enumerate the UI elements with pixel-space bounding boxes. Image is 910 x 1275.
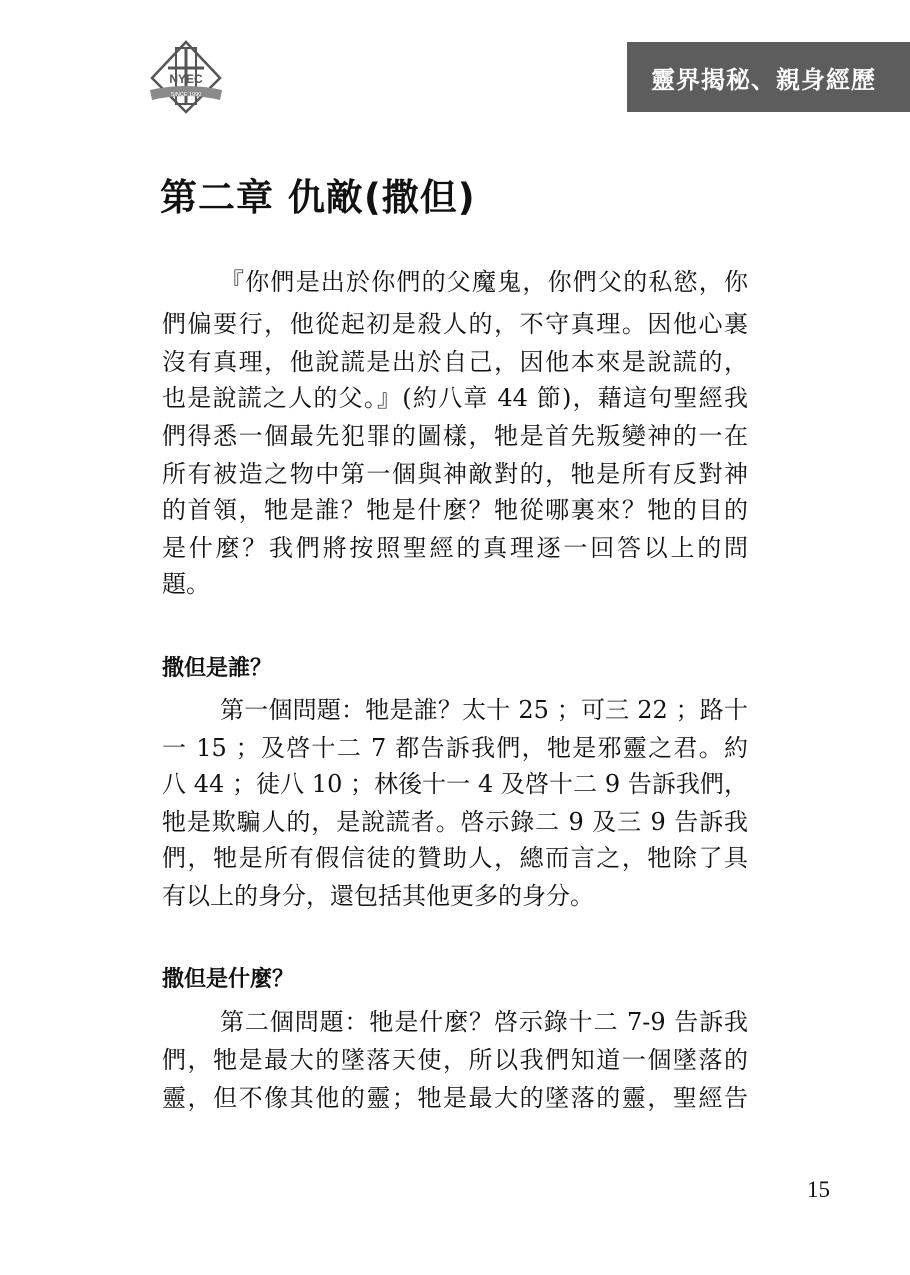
text-line: 沒有真理，他說謊是出於自己，因他本來是說謊的， [162, 348, 748, 376]
text-line: 第二個問題：牠是什麼？啓示錄十二 7-9 告訴我 [220, 1008, 748, 1036]
text-line: 題。 [162, 570, 210, 598]
running-title: 靈界揭秘、親身經歷 [651, 65, 876, 94]
text-line: 們，牠是所有假信徒的贊助人，總而言之，牠除了具 [162, 844, 748, 872]
logo-text: NYEC [169, 72, 203, 86]
text-line: 們偏要行，他從起初是殺人的，不守真理。因他心裏 [162, 310, 748, 338]
text-line: 有以上的身分，還包括其他更多的身分。 [162, 882, 594, 910]
section-heading: 撒但是誰？ [162, 656, 273, 681]
text-line: 是什麼？我們將按照聖經的真理逐一回答以上的問 [162, 534, 748, 562]
text-line: 的首領，牠是誰？牠是什麼？牠從哪裏來？牠的目的 [162, 496, 748, 524]
nyec-logo [146, 38, 226, 116]
text-line: 也是說謊之人的父。』(約八章 44 節)，藉這句聖經我 [162, 384, 748, 412]
text-line: 靈，但不像其他的靈；牠是最大的墜落的靈，聖經告 [162, 1084, 748, 1112]
page-number: 15 [807, 1177, 830, 1202]
running-header [627, 42, 910, 112]
text-line: 們，牠是最大的墜落天使，所以我們知道一個墜落的 [162, 1046, 748, 1074]
text-line: 一 15 ；及啓十二 7 都告訴我們，牠是邪靈之君。約 [162, 734, 748, 762]
text-line: 們得悉一個最先犯罪的圖樣，牠是首先叛變神的一在 [162, 422, 748, 450]
logo-subtext: SINCE 1990 [170, 92, 202, 98]
text-line: 八 44 ；徒八 10 ；林後十一 4 及啓十二 9 告訴我們， [162, 770, 748, 798]
text-line: 牠是欺騙人的，是說謊者。啓示錄二 9 及三 9 告訴我 [162, 808, 748, 836]
text-line: 第一個問題：牠是誰？太十 25 ；可三 22 ；路十 [220, 696, 748, 724]
text-line: 『你們是出於你們的父魔鬼，你們父的私慾，你 [220, 268, 748, 296]
section-heading: 撒但是什麼？ [162, 967, 295, 992]
text-line: 所有被造之物中第一個與神敵對的，牠是所有反對神 [162, 460, 748, 488]
chapter-title: 第二章 仇敵(撒但) [160, 176, 476, 219]
